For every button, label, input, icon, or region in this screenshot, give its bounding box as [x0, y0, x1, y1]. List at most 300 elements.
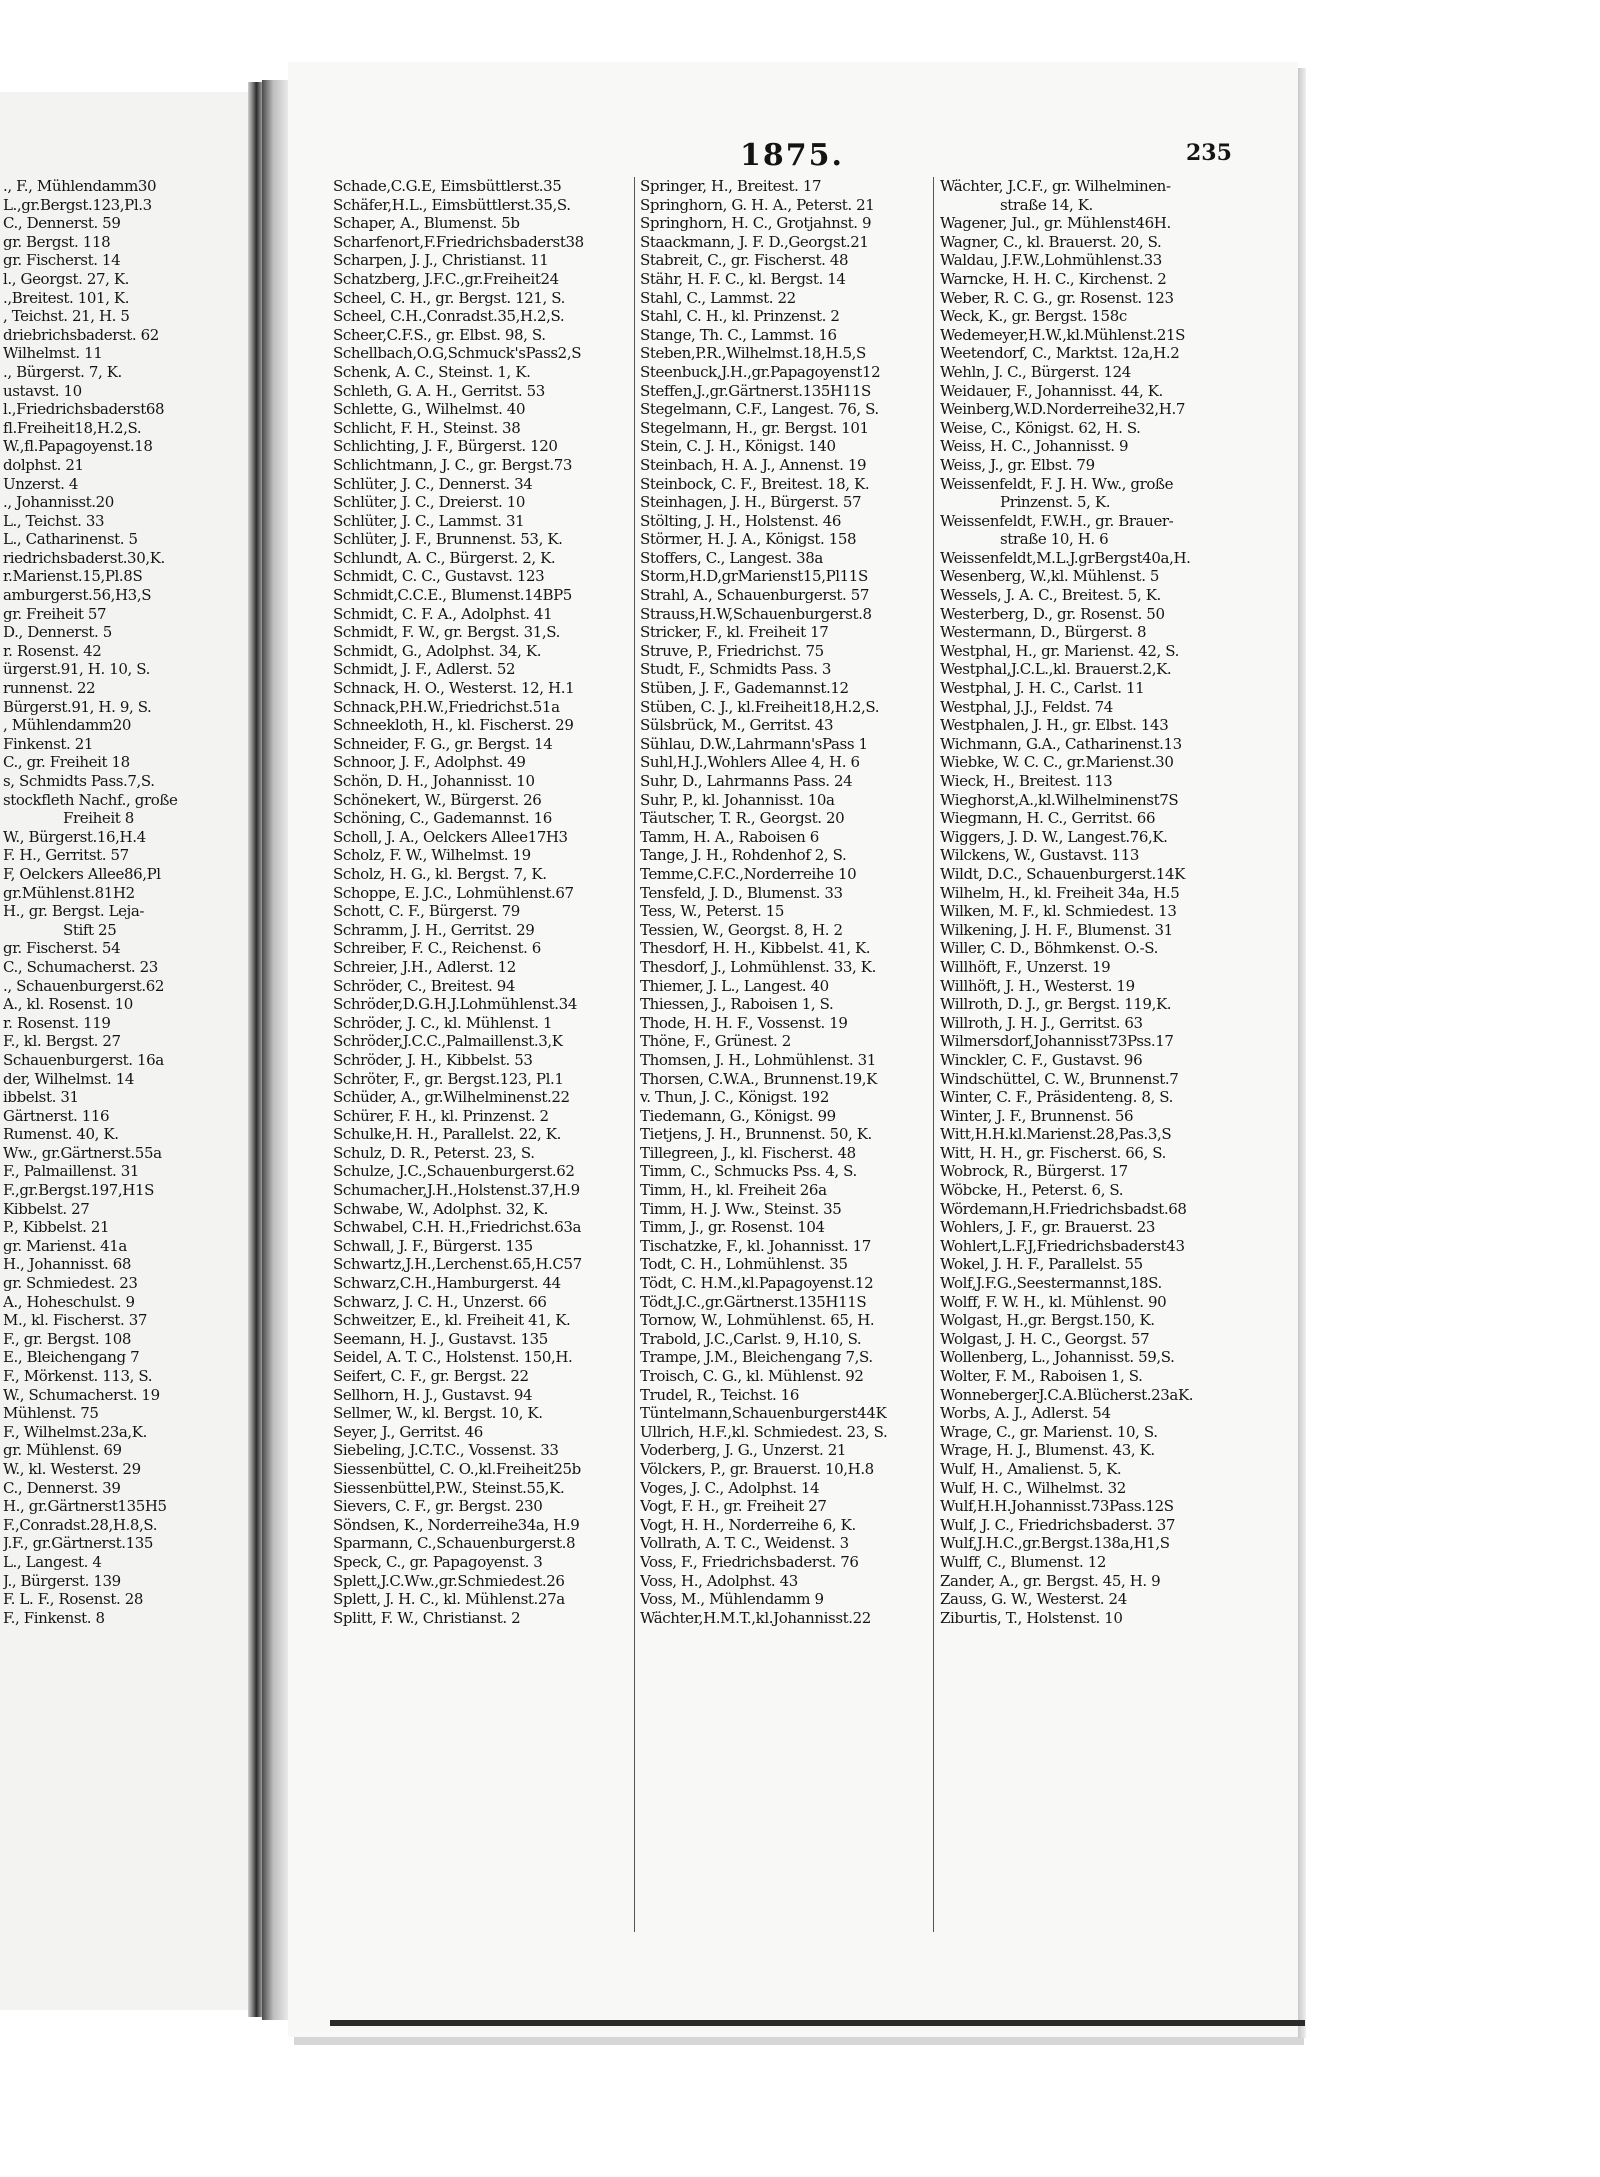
- directory-entry: Steinbock, C. F., Breitest. 18, K.: [640, 474, 870, 493]
- directory-entry: Westphal, J.J., Feldst. 74: [940, 697, 1113, 716]
- directory-entry: Wrage, H. J., Blumenst. 43, K.: [940, 1441, 1155, 1460]
- page-bottom-edge: [330, 2020, 1305, 2026]
- directory-entry: Schneider, F. G., gr. Bergst. 14: [333, 734, 553, 753]
- directory-entry: Schöning, C., Gademannst. 16: [333, 809, 552, 828]
- directory-entry: Schnoor, J. F., Adolphst. 49: [333, 753, 526, 772]
- directory-entry: Wulf, J. C., Friedrichsbaderst. 37: [940, 1515, 1175, 1534]
- directory-entry: Tödt,J.C.,gr.Gärtnerst.135H11S: [640, 1292, 867, 1311]
- directory-entry: F. L. F., Rosenst. 28: [3, 1590, 143, 1609]
- directory-entry: Schwabe, W., Adolphst. 32, K.: [333, 1199, 549, 1218]
- directory-entry: W., Bürgerst.16,H.4: [3, 827, 146, 846]
- directory-entry: Westerberg, D., gr. Rosenst. 50: [940, 604, 1165, 623]
- directory-entry: straße 14, K.: [1000, 195, 1093, 214]
- directory-entry: Schulz, D. R., Peterst. 23, S.: [333, 1143, 535, 1162]
- directory-entry: riedrichsbaderst.30,K.: [3, 548, 165, 567]
- directory-entry: Schreiber, F. C., Reichenst. 6: [333, 939, 541, 958]
- directory-entry: , Mühlendamm20: [3, 716, 132, 735]
- directory-entry: Schwall, J. F., Bürgerst. 135: [333, 1236, 533, 1255]
- directory-entry: Wohlert,L.F.J,Friedrichsbaderst43: [940, 1236, 1185, 1255]
- directory-entry: Wöbcke, H., Peterst. 6, S.: [940, 1181, 1124, 1200]
- directory-entry: Wiegmann, H. C., Gerritst. 66: [940, 809, 1156, 828]
- directory-entry: stockfleth Nachf., große: [3, 790, 178, 809]
- directory-entry: l., Georgst. 27, K.: [3, 269, 130, 288]
- directory-entry: Schramm, J. H., Gerritst. 29: [333, 920, 535, 939]
- directory-entry: F. H., Gerritst. 57: [3, 846, 129, 865]
- directory-entry: Siebeling, J.C.T.C., Vossenst. 33: [333, 1441, 559, 1460]
- directory-entry: Wieck, H., Breitest. 113: [940, 772, 1113, 790]
- directory-entry: Voss, M., Mühlendamm 9: [640, 1590, 824, 1609]
- directory-entry: Wulf,J.H.C.,gr.Bergst.138a,H1,S: [940, 1534, 1170, 1553]
- book-gutter: [248, 82, 262, 2017]
- directory-entry: Scharfenort,F.Friedrichsbaderst38: [333, 232, 584, 251]
- directory-entry: W.,fl.Papagoyenst.18: [3, 437, 153, 456]
- directory-entry: Warncke, H. H. C., Kirchenst. 2: [940, 269, 1167, 288]
- directory-entry: Schlundt, A. C., Bürgerst. 2, K.: [333, 548, 556, 567]
- directory-entry: r. Rosenst. 42: [3, 641, 102, 660]
- directory-entry: ustavst. 10: [3, 381, 82, 400]
- directory-entry: Westphal, J. H. C., Carlst. 11: [940, 679, 1145, 698]
- directory-entry: F.,Conradst.28,H.8,S.: [3, 1515, 158, 1534]
- directory-entry: Schlüter, J. C., Dreierst. 10: [333, 493, 526, 512]
- directory-entry: Stricker, F., kl. Freiheit 17: [640, 623, 829, 642]
- directory-entry: Völckers, P., gr. Brauerst. 10,H.8: [640, 1459, 874, 1478]
- directory-entry: F, Oelckers Allee86,Pl: [3, 864, 161, 883]
- directory-entry: Schoppe, E. J.C., Lohmühlenst.67: [333, 883, 574, 902]
- directory-entry: Sellhorn, H. J., Gustavst. 94: [333, 1385, 533, 1404]
- directory-entry: Schröter, F., gr. Bergst.123, Pl.1: [333, 1069, 564, 1088]
- directory-entry: Wobrock, R., Bürgerst. 17: [940, 1162, 1128, 1181]
- directory-entry: C., Dennerst. 59: [3, 214, 121, 233]
- book-spine-shadow: [262, 80, 290, 2020]
- directory-entry: Weetendorf, C., Marktst. 12a,H.2: [940, 344, 1180, 363]
- directory-entry: Weinberg,W.D.Norderreihe32,H.7: [940, 400, 1185, 419]
- directory-entry: Thiemer, J. L., Langest. 40: [640, 976, 829, 995]
- directory-entry: Springhorn, H. C., Grotjahnst. 9: [640, 214, 872, 233]
- directory-entry: gr. Fischerst. 54: [3, 939, 121, 958]
- directory-entry: Scheel, C.H.,Conradst.35,H.2,S.: [333, 307, 565, 326]
- directory-entry: Schleth, G. A. H., Gerritst. 53: [333, 381, 545, 400]
- directory-entry: Schulke,H. H., Parallelst. 22, K.: [333, 1125, 561, 1144]
- directory-entry: Tietjens, J. H., Brunnenst. 50, K.: [640, 1125, 872, 1144]
- directory-entry: J., Bürgerst. 139: [3, 1571, 121, 1590]
- directory-entry: Scheel, C. H., gr. Bergst. 121, S.: [333, 288, 565, 307]
- directory-entry: L., Catharinenst. 5: [3, 530, 138, 549]
- directory-entry: Siessenbüttel, C. O.,kl.Freiheit25b: [333, 1459, 581, 1478]
- directory-entry: Schlichting, J. F., Bürgerst. 120: [333, 437, 558, 456]
- directory-entry: Schlüter, J. F., Brunnenst. 53, K.: [333, 530, 563, 549]
- directory-entry: Storm,H.D,grMarienst15,Pl11S: [640, 567, 868, 586]
- directory-entry: F., Palmaillenst. 31: [3, 1162, 139, 1181]
- directory-entry: ürgerst.91, H. 10, S.: [3, 660, 150, 679]
- directory-entry: Stange, Th. C., Lammst. 16: [640, 325, 837, 344]
- directory-entry: Wagener, Jul., gr. Mühlenst46H.: [940, 214, 1171, 233]
- directory-entry: Unzerst. 4: [3, 474, 79, 493]
- directory-entry: Splett, J. H. C., kl. Mühlenst.27a: [333, 1590, 565, 1609]
- directory-entry: Temme,C.F.C.,Norderreihe 10: [640, 864, 857, 883]
- directory-entry: Wilken, M. F., kl. Schmiedest. 13: [940, 902, 1177, 921]
- directory-entry: Weiss, J., gr. Elbst. 79: [940, 455, 1095, 474]
- directory-entry: F., gr. Bergst. 108: [3, 1329, 132, 1348]
- directory-entry: Wächter,H.M.T.,kl.Johannisst.22: [640, 1608, 871, 1627]
- directory-entry: dolphst. 21: [3, 455, 84, 474]
- directory-entry: Westphalen, J. H., gr. Elbst. 143: [940, 716, 1169, 735]
- directory-entry: Wolf,J.F.G.,Seestermannst,18S.: [940, 1274, 1162, 1293]
- directory-entry: Wolff, F. W. H., kl. Mühlenst. 90: [940, 1292, 1167, 1311]
- directory-column-1: [333, 177, 639, 1627]
- directory-entry: Wollenberg, L., Johannisst. 59,S.: [940, 1348, 1175, 1367]
- directory-entry: Schnack,P.H.W.,Friedrichst.51a: [333, 697, 560, 716]
- directory-entry: Voges, J. C., Adolphst. 14: [640, 1478, 820, 1497]
- directory-entry: straße 10, H. 6: [1000, 530, 1109, 549]
- directory-entry: Zander, A., gr. Bergst. 45, H. 9: [940, 1571, 1161, 1590]
- directory-entry: L., Teichst. 33: [3, 511, 105, 530]
- directory-entry: Willhöft, F., Unzerst. 19: [940, 957, 1111, 976]
- directory-entry: Steben,P.R.,Wilhelmst.18,H.5,S: [640, 344, 866, 363]
- directory-entry: Springhorn, G. H. A., Peterst. 21: [640, 195, 875, 214]
- directory-entry: l.,Friedrichsbaderst68: [3, 400, 165, 419]
- directory-entry: runnenst. 22: [3, 679, 96, 698]
- directory-entry: Winckler, C. F., Gustavst. 96: [940, 1050, 1143, 1069]
- directory-entry: A., kl. Rosenst. 10: [3, 995, 133, 1014]
- directory-entry: Willer, C. D., Böhmkenst. O.-S.: [940, 939, 1158, 958]
- directory-entry: gr. Bergst. 118: [3, 232, 111, 251]
- directory-entry: Schauenburgerst. 16a: [3, 1050, 164, 1069]
- directory-entry: Weck, K., gr. Bergst. 158c: [940, 307, 1127, 326]
- directory-entry: Wieghorst,A.,kl.Wilhelminenst7S: [940, 790, 1179, 809]
- directory-entry: Scholl, J. A., Oelckers Allee17H3: [333, 827, 568, 846]
- directory-entry: Sülsbrück, M., Gerritst. 43: [640, 716, 834, 735]
- directory-entry: Schlicht, F. H., Steinst. 38: [333, 418, 521, 437]
- directory-entry: Freiheit 8: [63, 809, 134, 828]
- directory-entry: E., Bleichengang 7: [3, 1348, 140, 1367]
- directory-entry: Vogt, H. H., Norderreihe 6, K.: [640, 1515, 856, 1534]
- directory-entry: Westphal, H., gr. Marienst. 42, S.: [940, 641, 1179, 660]
- directory-entry: gr. Fischerst. 14: [3, 251, 121, 270]
- directory-entry: Schön, D. H., Johannisst. 10: [333, 772, 535, 790]
- directory-entry: Stüben, J. F., Gademannst.12: [640, 679, 849, 698]
- directory-entry: L.,gr.Bergst.123,Pl.3: [3, 195, 152, 214]
- directory-entry: Stift 25: [63, 920, 117, 939]
- directory-entry: Zauss, G. W., Westerst. 24: [940, 1590, 1127, 1609]
- directory-entry: ibbelst. 31: [3, 1088, 79, 1107]
- directory-entry: Wächter, J.C.F., gr. Wilhelminen-: [940, 177, 1171, 195]
- directory-entry: Schröder,D.G.H.J.Lohmühlenst.34: [333, 995, 577, 1014]
- directory-entry: J.F., gr.Gärtnerst.135: [3, 1534, 154, 1553]
- directory-entry: Wilhelmst. 11: [3, 344, 103, 363]
- directory-entry: Sühlau, D.W.,Lahrmann'sPass 1: [640, 734, 868, 753]
- directory-entry: Timm, J., gr. Rosenst. 104: [640, 1218, 825, 1237]
- directory-entry: Voderberg, J. G., Unzerst. 21: [640, 1441, 847, 1460]
- directory-entry: Scholz, F. W., Wilhelmst. 19: [333, 846, 531, 865]
- directory-entry: Scheer,C.F.S., gr. Elbst. 98, S.: [333, 325, 546, 344]
- directory-entry: Thöne, F., Grünest. 2: [640, 1032, 791, 1051]
- directory-column-3: [940, 177, 1240, 1627]
- directory-entry: Wolgast, H.,gr. Bergst.150, K.: [940, 1311, 1155, 1330]
- directory-entry: Wehln, J. C., Bürgerst. 124: [940, 362, 1131, 381]
- directory-entry: Springer, H., Breitest. 17: [640, 177, 822, 195]
- directory-entry: Seifert, C. F., gr. Bergst. 22: [333, 1367, 529, 1385]
- directory-entry: ., Bürgerst. 7, K.: [3, 362, 122, 381]
- directory-entry: Troisch, C. G., kl. Mühlenst. 92: [640, 1367, 864, 1385]
- directory-entry: Splett,J.C.Ww.,gr.Schmiedest.26: [333, 1571, 565, 1590]
- directory-entry: W., Schumacherst. 19: [3, 1385, 160, 1404]
- directory-entry: Weissenfeldt,M.L.J.grBergst40a,H.: [940, 548, 1191, 567]
- directory-entry: Wolter, F. M., Raboisen 1, S.: [940, 1367, 1143, 1385]
- directory-entry: Winter, C. F., Präsidenteng. 8, S.: [940, 1088, 1173, 1107]
- directory-entry: Scharpen, J. J., Christianst. 11: [333, 251, 549, 270]
- directory-entry: Wiebke, W. C. C., gr.Marienst.30: [940, 753, 1174, 772]
- directory-entry: Schönekert, W., Bürgerst. 26: [333, 790, 542, 809]
- directory-entry: Schott, C. F., Bürgerst. 79: [333, 902, 520, 921]
- left-page-column: [3, 177, 247, 1627]
- directory-entry: Tange, J. H., Rohdenhof 2, S.: [640, 846, 847, 865]
- directory-entry: Mühlenst. 75: [3, 1404, 99, 1423]
- directory-entry: Schade,C.G.E, Eimsbüttlerst.35: [333, 177, 562, 195]
- directory-entry: Ullrich, H.F.,kl. Schmiedest. 23, S.: [640, 1422, 888, 1441]
- directory-entry: Schweitzer, E., kl. Freiheit 41, K.: [333, 1311, 571, 1330]
- directory-entry: Kibbelst. 27: [3, 1199, 90, 1218]
- directory-entry: Wulf,H.H.Johannisst.73Pass.12S: [940, 1497, 1174, 1516]
- directory-entry: Worbs, A. J., Adlerst. 54: [940, 1404, 1111, 1423]
- directory-entry: driebrichsbaderst. 62: [3, 325, 159, 344]
- directory-entry: Prinzenst. 5, K.: [1000, 493, 1111, 512]
- directory-entry: Schneekloth, H., kl. Fischerst. 29: [333, 716, 574, 735]
- directory-entry: Willhöft, J. H., Westerst. 19: [940, 976, 1135, 995]
- directory-entry: gr. Mühlenst. 69: [3, 1441, 122, 1460]
- directory-entry: Wulf, H. C., Wilhelmst. 32: [940, 1478, 1126, 1497]
- directory-entry: amburgerst.56,H3,S: [3, 586, 152, 605]
- directory-entry: Wulff, C., Blumenst. 12: [940, 1552, 1107, 1571]
- column-rule: [933, 177, 934, 1932]
- directory-entry: Schreier, J.H., Adlerst. 12: [333, 957, 516, 976]
- directory-entry: Störmer, H. J. A., Königst. 158: [640, 530, 857, 549]
- directory-entry: F., Mörkenst. 113, S.: [3, 1367, 153, 1385]
- directory-entry: Tensfeld, J. D., Blumenst. 33: [640, 883, 843, 902]
- directory-entry: Thesdorf, J., Lohmühlenst. 33, K.: [640, 957, 876, 976]
- page-number: 235: [1186, 140, 1232, 166]
- directory-entry: Strahl, A., Schauenburgerst. 57: [640, 586, 870, 605]
- directory-entry: der, Wilhelmst. 14: [3, 1069, 134, 1088]
- directory-entry: Wilhelm, H., kl. Freiheit 34a, H.5: [940, 883, 1180, 902]
- directory-entry: Waldau, J.F.W.,Lohmühlenst.33: [940, 251, 1162, 270]
- directory-entry: gr. Marienst. 41a: [3, 1236, 127, 1255]
- directory-entry: Steenbuck,J.H.,gr.Papagoyenst12: [640, 362, 881, 381]
- directory-entry: C., gr. Freiheit 18: [3, 753, 130, 772]
- directory-entry: Wilkening, J. H. F., Blumenst. 31: [940, 920, 1173, 939]
- directory-column-2: [640, 177, 930, 1627]
- directory-entry: Speck, C., gr. Papagoyenst. 3: [333, 1552, 543, 1571]
- directory-entry: Schürer, F. H., kl. Prinzenst. 2: [333, 1106, 549, 1125]
- directory-entry: Schmidt, F. W., gr. Bergst. 31,S.: [333, 623, 560, 642]
- directory-entry: Staackmann, J. F. D.,Georgst.21: [640, 232, 869, 251]
- directory-entry: Studt, F., Schmidts Pass. 3: [640, 660, 831, 679]
- directory-entry: Wokel, J. H. F., Parallelst. 55: [940, 1255, 1143, 1274]
- directory-entry: Weissenfeldt, F.W.H., gr. Brauer-: [940, 511, 1174, 530]
- directory-entry: Schmidt, G., Adolphst. 34, K.: [333, 641, 542, 660]
- directory-entry: Thiessen, J., Raboisen 1, S.: [640, 995, 834, 1014]
- directory-entry: Suhr, D., Lahrmanns Pass. 24: [640, 772, 853, 790]
- directory-entry: ., Johannisst.20: [3, 493, 114, 512]
- directory-entry: Wolgast, J. H. C., Georgst. 57: [940, 1329, 1150, 1348]
- directory-entry: Stüben, C. J., kl.Freiheit18,H.2,S.: [640, 697, 880, 716]
- directory-entry: Schulze, J.C.,Schauenburgerst.62: [333, 1162, 575, 1181]
- directory-entry: r. Rosenst. 119: [3, 1013, 111, 1032]
- directory-entry: Timm, C., Schmucks Pss. 4, S.: [640, 1162, 857, 1181]
- directory-entry: Splitt, F. W., Christianst. 2: [333, 1608, 521, 1627]
- directory-entry: Strauss,H.W,Schauenburgerst.8: [640, 604, 872, 623]
- directory-entry: Schäfer,H.L., Eimsbüttlerst.35,S.: [333, 195, 571, 214]
- directory-entry: Söndsen, K., Norderreihe34a, H.9: [333, 1515, 580, 1534]
- directory-entry: M., kl. Fischerst. 37: [3, 1311, 148, 1330]
- directory-entry: Vogt, F. H., gr. Freiheit 27: [640, 1497, 827, 1516]
- directory-entry: ., Schauenburgerst.62: [3, 976, 165, 995]
- directory-entry: Tamm, H. A., Raboisen 6: [640, 827, 819, 846]
- page-edge: [1298, 68, 1306, 2038]
- directory-entry: Schnack, H. O., Westerst. 12, H.1: [333, 679, 575, 698]
- directory-entry: Suhr, P., kl. Johannisst. 10a: [640, 790, 835, 809]
- directory-entry: Schwartz,J.H.,Lerchenst.65,H.C57: [333, 1255, 582, 1274]
- directory-entry: gr. Schmiedest. 23: [3, 1274, 138, 1293]
- directory-entry: Stegelmann, C.F., Langest. 76, S.: [640, 400, 879, 419]
- directory-entry: W., kl. Westerst. 29: [3, 1459, 141, 1478]
- directory-entry: L., Langest. 4: [3, 1552, 102, 1571]
- directory-entry: F.,gr.Bergst.197,H1S: [3, 1181, 154, 1200]
- directory-entry: Weissenfeldt, F. J. H. Ww., große: [940, 474, 1174, 493]
- directory-entry: Schwarz,C.H.,Hamburgerst. 44: [333, 1274, 561, 1293]
- directory-entry: Thomsen, J. H., Lohmühlenst. 31: [640, 1050, 876, 1069]
- page-year-heading: 1875.: [740, 138, 844, 173]
- directory-entry: Schlüter, J. C., Lammst. 31: [333, 511, 525, 530]
- directory-entry: Wesenberg, W.,kl. Mühlenst. 5: [940, 567, 1160, 586]
- directory-entry: Tornow, W., Lohmühlenst. 65, H.: [640, 1311, 875, 1330]
- directory-entry: Winter, J. F., Brunnenst. 56: [940, 1106, 1134, 1125]
- directory-entry: Seyer, J., Gerritst. 46: [333, 1422, 483, 1441]
- directory-entry: Schüder, A., gr.Wilhelminenst.22: [333, 1088, 570, 1107]
- directory-entry: Witt, H. H., gr. Fischerst. 66, S.: [940, 1143, 1167, 1162]
- directory-entry: Tess, W., Peterst. 15: [640, 902, 785, 921]
- directory-entry: Steinbach, H. A. J., Annenst. 19: [640, 455, 867, 474]
- directory-entry: Tüntelmann,Schauenburgerst44K: [640, 1404, 887, 1423]
- directory-entry: Wiggers, J. D. W., Langest.76,K.: [940, 827, 1168, 846]
- directory-entry: F., kl. Bergst. 27: [3, 1032, 121, 1051]
- directory-entry: Wohlers, J. F., gr. Brauerst. 23: [940, 1218, 1155, 1237]
- directory-entry: v. Thun, J. C., Königst. 192: [640, 1088, 829, 1107]
- directory-entry: Willroth, D. J., gr. Bergst. 119,K.: [940, 995, 1172, 1014]
- directory-entry: Trabold, J.C.,Carlst. 9, H.10, S.: [640, 1329, 862, 1348]
- directory-entry: WonnebergerJ.C.A.Blücherst.23aK.: [940, 1385, 1194, 1404]
- directory-entry: Tischatzke, F., kl. Johannisst. 17: [640, 1236, 871, 1255]
- directory-entry: Schellbach,O.G,Schmuck'sPass2,S: [333, 344, 582, 363]
- directory-entry: Thorsen, C.W.A., Brunnenst.19,K: [640, 1069, 877, 1088]
- directory-entry: Sparmann, C.,Schauenburgerst.8: [333, 1534, 576, 1553]
- directory-entry: Wildt, D.C., Schauenburgerst.14K: [940, 864, 1185, 883]
- directory-entry: Wagner, C., kl. Brauerst. 20, S.: [940, 232, 1162, 251]
- directory-entry: F., Finkenst. 8: [3, 1608, 105, 1627]
- directory-entry: Scholz, H. G., kl. Bergst. 7, K.: [333, 864, 547, 883]
- directory-entry: Tessien, W., Georgst. 8, H. 2: [640, 920, 843, 939]
- directory-entry: Seemann, H. J., Gustavst. 135: [333, 1329, 548, 1348]
- directory-entry: F., Wilhelmst.23a,K.: [3, 1422, 147, 1441]
- directory-entry: Schumacher,J.H.,Holstenst.37,H.9: [333, 1181, 580, 1200]
- directory-entry: Ziburtis, T., Holstenst. 10: [940, 1608, 1123, 1627]
- directory-entry: Schröder,J.C.C.,Palmaillenst.3,K: [333, 1032, 563, 1051]
- directory-entry: Schmidt, J. F., Adlerst. 52: [333, 660, 516, 679]
- directory-entry: Schenk, A. C., Steinst. 1, K.: [333, 362, 531, 381]
- directory-entry: Wilckens, W., Gustavst. 113: [940, 846, 1139, 865]
- directory-entry: Stegelmann, H., gr. Bergst. 101: [640, 418, 869, 437]
- directory-entry: Wrage, C., gr. Marienst. 10, S.: [940, 1422, 1158, 1441]
- directory-entry: C., Dennerst. 39: [3, 1478, 121, 1497]
- directory-entry: Wessels, J. A. C., Breitest. 5, K.: [940, 586, 1161, 605]
- directory-entry: Timm, H. J. Ww., Steinst. 35: [640, 1199, 842, 1218]
- directory-entry: Timm, H., kl. Freiheit 26a: [640, 1181, 827, 1200]
- directory-entry: C., Schumacherst. 23: [3, 957, 158, 976]
- directory-entry: Weise, C., Königst. 62, H. S.: [940, 418, 1141, 437]
- directory-entry: Witt,H.H.kl.Marienst.28,Pas.3,S: [940, 1125, 1172, 1144]
- directory-entry: Bürgerst.91, H. 9, S.: [3, 697, 152, 716]
- directory-entry: Tiedemann, G., Königst. 99: [640, 1106, 836, 1125]
- directory-entry: Steinhagen, J. H., Bürgerst. 57: [640, 493, 862, 512]
- directory-entry: Weber, R. C. G., gr. Rosenst. 123: [940, 288, 1174, 307]
- directory-entry: Schmidt, C. C., Gustavst. 123: [333, 567, 545, 586]
- directory-entry: Schwarz, J. C. H., Unzerst. 66: [333, 1292, 547, 1311]
- directory-entry: Westermann, D., Bürgerst. 8: [940, 623, 1147, 642]
- directory-entry: Sievers, C. F., gr. Bergst. 230: [333, 1497, 543, 1516]
- directory-entry: Schröder, C., Breitest. 94: [333, 976, 516, 995]
- directory-entry: Trampe, J.M., Bleichengang 7,S.: [640, 1348, 873, 1367]
- directory-entry: Schmidt, C. F. A., Adolphst. 41: [333, 604, 553, 623]
- directory-entry: s, Schmidts Pass.7,S.: [3, 772, 155, 790]
- directory-entry: Windschüttel, C. W., Brunnenst.7: [940, 1069, 1179, 1088]
- directory-entry: Schwabel, C.H. H.,Friedrichst.63a: [333, 1218, 582, 1237]
- directory-entry: Suhl,H.J.,Wohlers Allee 4, H. 6: [640, 753, 860, 772]
- directory-entry: Weiss, H. C., Johannisst. 9: [940, 437, 1129, 456]
- directory-entry: A., Hoheschulst. 9: [3, 1292, 135, 1311]
- directory-entry: Stein, C. J. H., Königst. 140: [640, 437, 836, 456]
- directory-entry: H., gr. Bergst. Leja-: [3, 902, 145, 921]
- directory-entry: P., Kibbelst. 21: [3, 1218, 110, 1237]
- directory-entry: Thode, H. H. F., Vossenst. 19: [640, 1013, 848, 1032]
- directory-entry: gr.Mühlenst.81H2: [3, 883, 135, 902]
- directory-entry: Stahl, C. H., kl. Prinzenst. 2: [640, 307, 840, 326]
- directory-entry: .,Breitest. 101, K.: [3, 288, 130, 307]
- directory-entry: Rumenst. 40, K.: [3, 1125, 119, 1144]
- directory-entry: Stahl, C., Lammst. 22: [640, 288, 796, 307]
- directory-entry: Wilmersdorf,Johannisst73Pss.17: [940, 1032, 1174, 1051]
- directory-entry: Vollrath, A. T. C., Weidenst. 3: [640, 1534, 849, 1553]
- directory-entry: Wördemann,H.Friedrichsbadst.68: [940, 1199, 1187, 1218]
- directory-entry: H., Johannisst. 68: [3, 1255, 131, 1274]
- left-page-fragment: [0, 92, 248, 2010]
- directory-entry: ., F., Mühlendamm30: [3, 177, 157, 195]
- directory-entry: Stoffers, C., Langest. 38a: [640, 548, 823, 567]
- directory-entry: Todt, C. H., Lohmühlenst. 35: [640, 1255, 848, 1274]
- directory-entry: Westphal,J.C.L.,kl. Brauerst.2,K.: [940, 660, 1172, 679]
- directory-entry: Wulf, H., Amalienst. 5, K.: [940, 1459, 1122, 1478]
- directory-entry: Gärtnerst. 116: [3, 1106, 110, 1125]
- directory-entry: Schröder, J. H., Kibbelst. 53: [333, 1050, 533, 1069]
- directory-entry: Tillegreen, J., kl. Fischerst. 48: [640, 1143, 856, 1162]
- directory-entry: Täutscher, T. R., Georgst. 20: [640, 809, 845, 828]
- directory-entry: Steffen,J.,gr.Gärtnerst.135H11S: [640, 381, 871, 400]
- directory-entry: Seidel, A. T. C., Holstenst. 150,H.: [333, 1348, 573, 1367]
- directory-entry: , Teichst. 21, H. 5: [3, 307, 130, 326]
- directory-entry: Weidauer, F., Johannisst. 44, K.: [940, 381, 1163, 400]
- directory-entry: Stabreit, C., gr. Fischerst. 48: [640, 251, 849, 270]
- directory-entry: Thesdorf, H. H., Kibbelst. 41, K.: [640, 939, 871, 958]
- directory-entry: Tödt, C. H.M.,kl.Papagoyenst.12: [640, 1274, 874, 1293]
- directory-entry: Schlichtmann, J. C., gr. Bergst.73: [333, 455, 572, 474]
